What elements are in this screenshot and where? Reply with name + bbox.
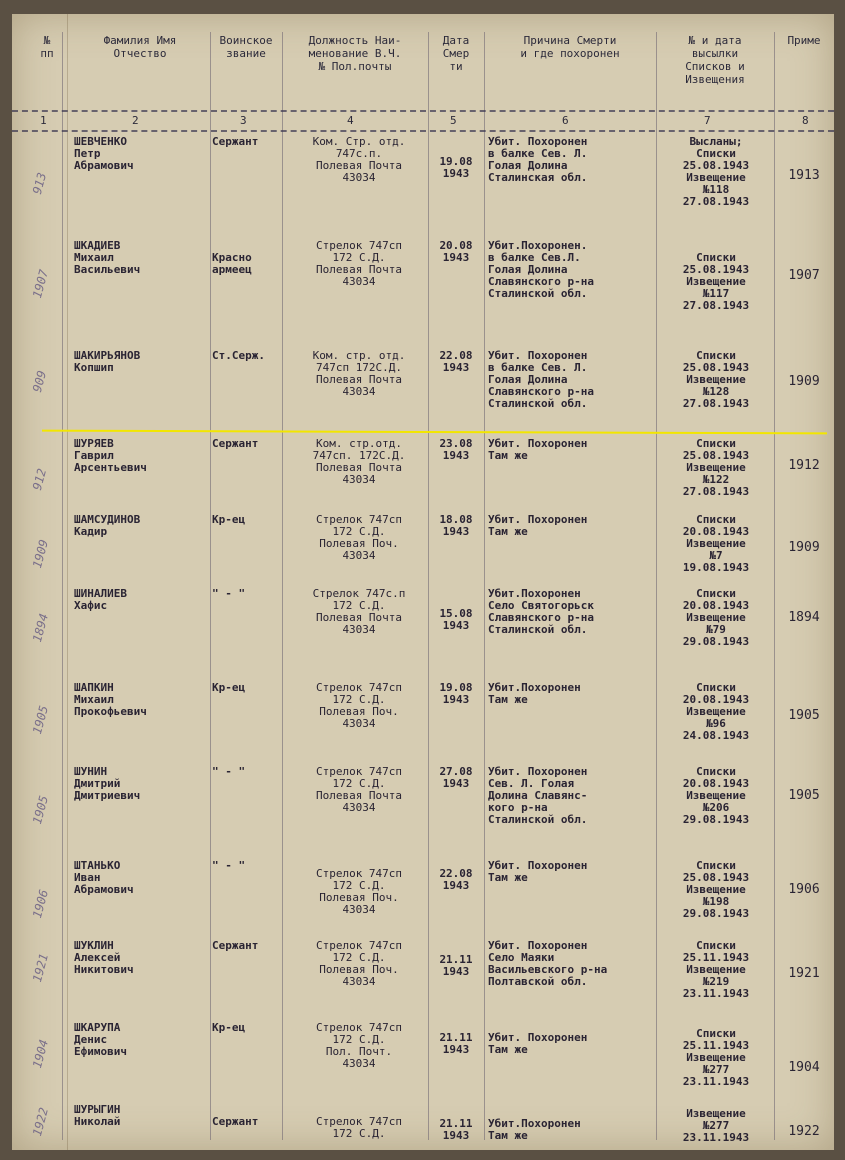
soldier-rank: Сержант: [212, 437, 259, 450]
death-date: 21.11 1943: [439, 953, 473, 978]
soldier-rank: Сержант: [212, 1115, 259, 1128]
margin-note: 909: [30, 369, 50, 394]
soldier-name: ШАПКИН Михаил Прокофьевич: [74, 681, 147, 718]
header-lists: № и дата высылки Списков и Извещения: [685, 34, 745, 86]
header-number: № пп: [40, 34, 54, 60]
birth-year: 1904: [788, 1060, 820, 1075]
soldier-post: Ком. Стр. отд. 747с.п. Полевая Почта 43034: [312, 135, 406, 184]
header-rule: [12, 110, 834, 112]
document-sheet: [12, 14, 834, 1150]
death-date: 23.08 1943: [439, 437, 473, 462]
soldier-name: ШУНИН Дмитрий Дмитриевич: [74, 765, 141, 802]
column-number: 1: [40, 114, 47, 127]
birth-year: 1909: [788, 540, 820, 555]
notification-info: Извещение №277 23.11.1943: [682, 1107, 750, 1144]
death-cause: Убит. Похоронен в балке Сев. Л. Голая Долина Славянского р-на Сталинской обл.: [488, 349, 594, 410]
header-post: Должность Наи- менование В.Ч. № Пол.почты: [308, 34, 402, 73]
header-name: Фамилия Имя Отчество: [103, 34, 177, 60]
column-rule: [62, 32, 63, 1140]
highlight-line: [42, 430, 827, 435]
notification-info: Списки 20.08.1943 Извещение №206 29.08.1943: [682, 765, 750, 826]
margin-note: 1906: [30, 888, 52, 920]
death-date: 21.11 1943: [439, 1117, 473, 1142]
column-number: 5: [450, 114, 457, 127]
soldier-name: ШУКЛИН Алексей Никитович: [74, 939, 134, 976]
column-number: 6: [562, 114, 569, 127]
notification-info: Списки 25.08.1943 Извещение №122 27.08.1943: [682, 437, 750, 498]
soldier-post: Стрелок 747сп 172 С.Д. Полевая Поч. 43034: [315, 867, 403, 916]
margin-note: 912: [30, 467, 50, 492]
header-date: Дата Смер ти: [442, 34, 470, 73]
margin-note: 1904: [30, 1038, 52, 1070]
death-date: 19.08 1943: [439, 155, 473, 180]
soldier-rank: Красно армеец: [212, 251, 252, 276]
notification-info: Списки 20.08.1943 Извещение №96 24.08.1943: [682, 681, 750, 742]
header-rank: Воинское звание: [219, 34, 273, 60]
death-cause: Убит. Похоронен Там же: [488, 1031, 588, 1056]
death-date: 18.08 1943: [439, 513, 473, 538]
margin-note: 1921: [30, 952, 52, 984]
header-rule: [12, 130, 834, 132]
column-rule: [67, 14, 68, 1150]
notification-info: Списки 25.08.1943 Извещение №128 27.08.1943: [682, 349, 750, 410]
table-header: [12, 14, 834, 114]
soldier-post: Стрелок 747сп 172 С.Д. Полевая Поч. 43034: [315, 513, 403, 562]
death-date: 15.08 1943: [439, 607, 473, 632]
notification-info: Высланы; Списки 25.08.1943 Извещение №118 27.08.1943: [682, 135, 750, 208]
soldier-name: ШИНАЛИЕВ Хафис: [74, 587, 127, 612]
death-date: 27.08 1943: [439, 765, 473, 790]
death-cause: Убит. Похоронен Там же: [488, 859, 588, 884]
death-date: 22.08 1943: [439, 867, 473, 892]
notification-info: Списки 20.08.1943 Извещение №7 19.08.1943: [682, 513, 750, 574]
birth-year: 1907: [788, 268, 820, 283]
column-number: 2: [132, 114, 139, 127]
soldier-rank: Кр-ец: [212, 513, 246, 526]
soldier-post: Стрелок 747сп 172 С.Д. Полевая Почта 43034: [315, 765, 403, 814]
birth-year: 1894: [788, 610, 820, 625]
soldier-rank: Кр-ец: [212, 1021, 246, 1034]
death-cause: Убит. Похоронен Село Маяки Васильевского р-на Полтавской обл.: [488, 939, 608, 988]
death-date: 19.08 1943: [439, 681, 473, 706]
birth-year: 1906: [788, 882, 820, 897]
column-number: 7: [704, 114, 711, 127]
soldier-rank: Ст.Серж.: [212, 349, 265, 362]
margin-note: 1894: [30, 612, 52, 644]
soldier-rank: Сержант: [212, 135, 259, 148]
margin-note: 913: [30, 171, 50, 196]
death-cause: Убит. Похоронен Там же: [488, 513, 588, 538]
soldier-post: Стрелок 747с.п 172 С.Д. Полевая Почта 43034: [312, 587, 406, 636]
soldier-rank: " - ": [212, 765, 246, 778]
death-cause: Убит. Похоронен в балке Сев. Л. Голая Долина Сталинская обл.: [488, 135, 588, 184]
death-date: 22.08 1943: [439, 349, 473, 374]
margin-note: 1905: [30, 704, 52, 736]
margin-note: 1922: [30, 1106, 52, 1138]
soldier-post: Стрелок 747сп 172 С.Д. Полевая Поч. 43034: [315, 681, 403, 730]
soldier-post: Ком. стр. отд. 747сп 172С.Д. Полевая Почта 43034: [312, 349, 406, 398]
column-rule: [282, 32, 283, 1140]
death-cause: Убит.Похоронен. в балке Сев.Л. Голая Долина Славянского р-на Сталинской обл.: [488, 239, 594, 300]
soldier-rank: " - ": [212, 859, 246, 872]
birth-year: 1909: [788, 374, 820, 389]
soldier-post: Стрелок 747сп 172 С.Д. Пол. Почт. 43034: [315, 1021, 403, 1070]
death-date: 20.08 1943: [439, 239, 473, 264]
column-rule: [484, 32, 485, 1140]
soldier-name: ШАМСУДИНОВ Кадир: [74, 513, 141, 538]
soldier-post: Стрелок 747сп 172 С.Д. Полевая Почта 43034: [315, 239, 403, 288]
birth-year: 1905: [788, 708, 820, 723]
soldier-name: ШУРЫГИН Николай: [74, 1103, 121, 1128]
death-cause: Убит. Похоронен Там же: [488, 437, 588, 462]
soldier-post: Стрелок 747сп 172 С.Д. Полевая Поч. 43034: [315, 939, 403, 988]
soldier-name: ШЕВЧЕНКО Петр Абрамович: [74, 135, 134, 172]
notification-info: Списки 25.08.1943 Извещение №198 29.08.1943: [682, 859, 750, 920]
notification-info: Списки 25.11.1943 Извещение №219 23.11.1943: [682, 939, 750, 1000]
death-cause: Убит. Похоронен Сев. Л. Голая Долина Славянс- кого р-на Сталинской обл.: [488, 765, 588, 826]
soldier-name: ШКАДИЕВ Михаил Васильевич: [74, 239, 141, 276]
column-number: 8: [802, 114, 809, 127]
soldier-name: ШАКИРЬЯНОВ Копшип: [74, 349, 141, 374]
death-cause: Убит.Похоронен Там же: [488, 1117, 581, 1142]
column-number: 3: [240, 114, 247, 127]
birth-year: 1921: [788, 966, 820, 981]
death-date: 21.11 1943: [439, 1031, 473, 1056]
death-cause: Убит.Похоронен Село Святогорьск Славянского р-на Сталинской обл.: [488, 587, 594, 636]
notification-info: Списки 25.08.1943 Извещение №117 27.08.1943: [682, 251, 750, 312]
soldier-post: Ком. стр.отд. 747сп. 172С.Д. Полевая Почта 43034: [312, 437, 406, 486]
margin-note: 1905: [30, 794, 52, 826]
birth-year: 1912: [788, 458, 820, 473]
margin-note: 1909: [30, 538, 52, 570]
birth-year: 1905: [788, 788, 820, 803]
birth-year: 1922: [788, 1124, 820, 1139]
soldier-rank: Кр-ец: [212, 681, 246, 694]
soldier-rank: Сержант: [212, 939, 259, 952]
soldier-name: ШТАНЬКО Иван Абрамович: [74, 859, 134, 896]
soldier-rank: " - ": [212, 587, 246, 600]
notification-info: Списки 20.08.1943 Извещение №79 29.08.1943: [682, 587, 750, 648]
header-notes: Приме: [787, 34, 821, 47]
death-cause: Убит.Похоронен Там же: [488, 681, 581, 706]
birth-year: 1913: [788, 168, 820, 183]
margin-note: 1907: [30, 268, 52, 300]
soldier-name: ШКАРУПА Денис Ефимович: [74, 1021, 127, 1058]
column-rule: [774, 32, 775, 1140]
soldier-post: Стрелок 747сп 172 С.Д.: [315, 1115, 403, 1140]
column-number: 4: [347, 114, 354, 127]
header-cause: Причина Смерти и где похоронен: [520, 34, 620, 60]
notification-info: Списки 25.11.1943 Извещение №277 23.11.1943: [682, 1027, 750, 1088]
soldier-name: ШУРЯЕВ Гаврил Арсентьевич: [74, 437, 147, 474]
